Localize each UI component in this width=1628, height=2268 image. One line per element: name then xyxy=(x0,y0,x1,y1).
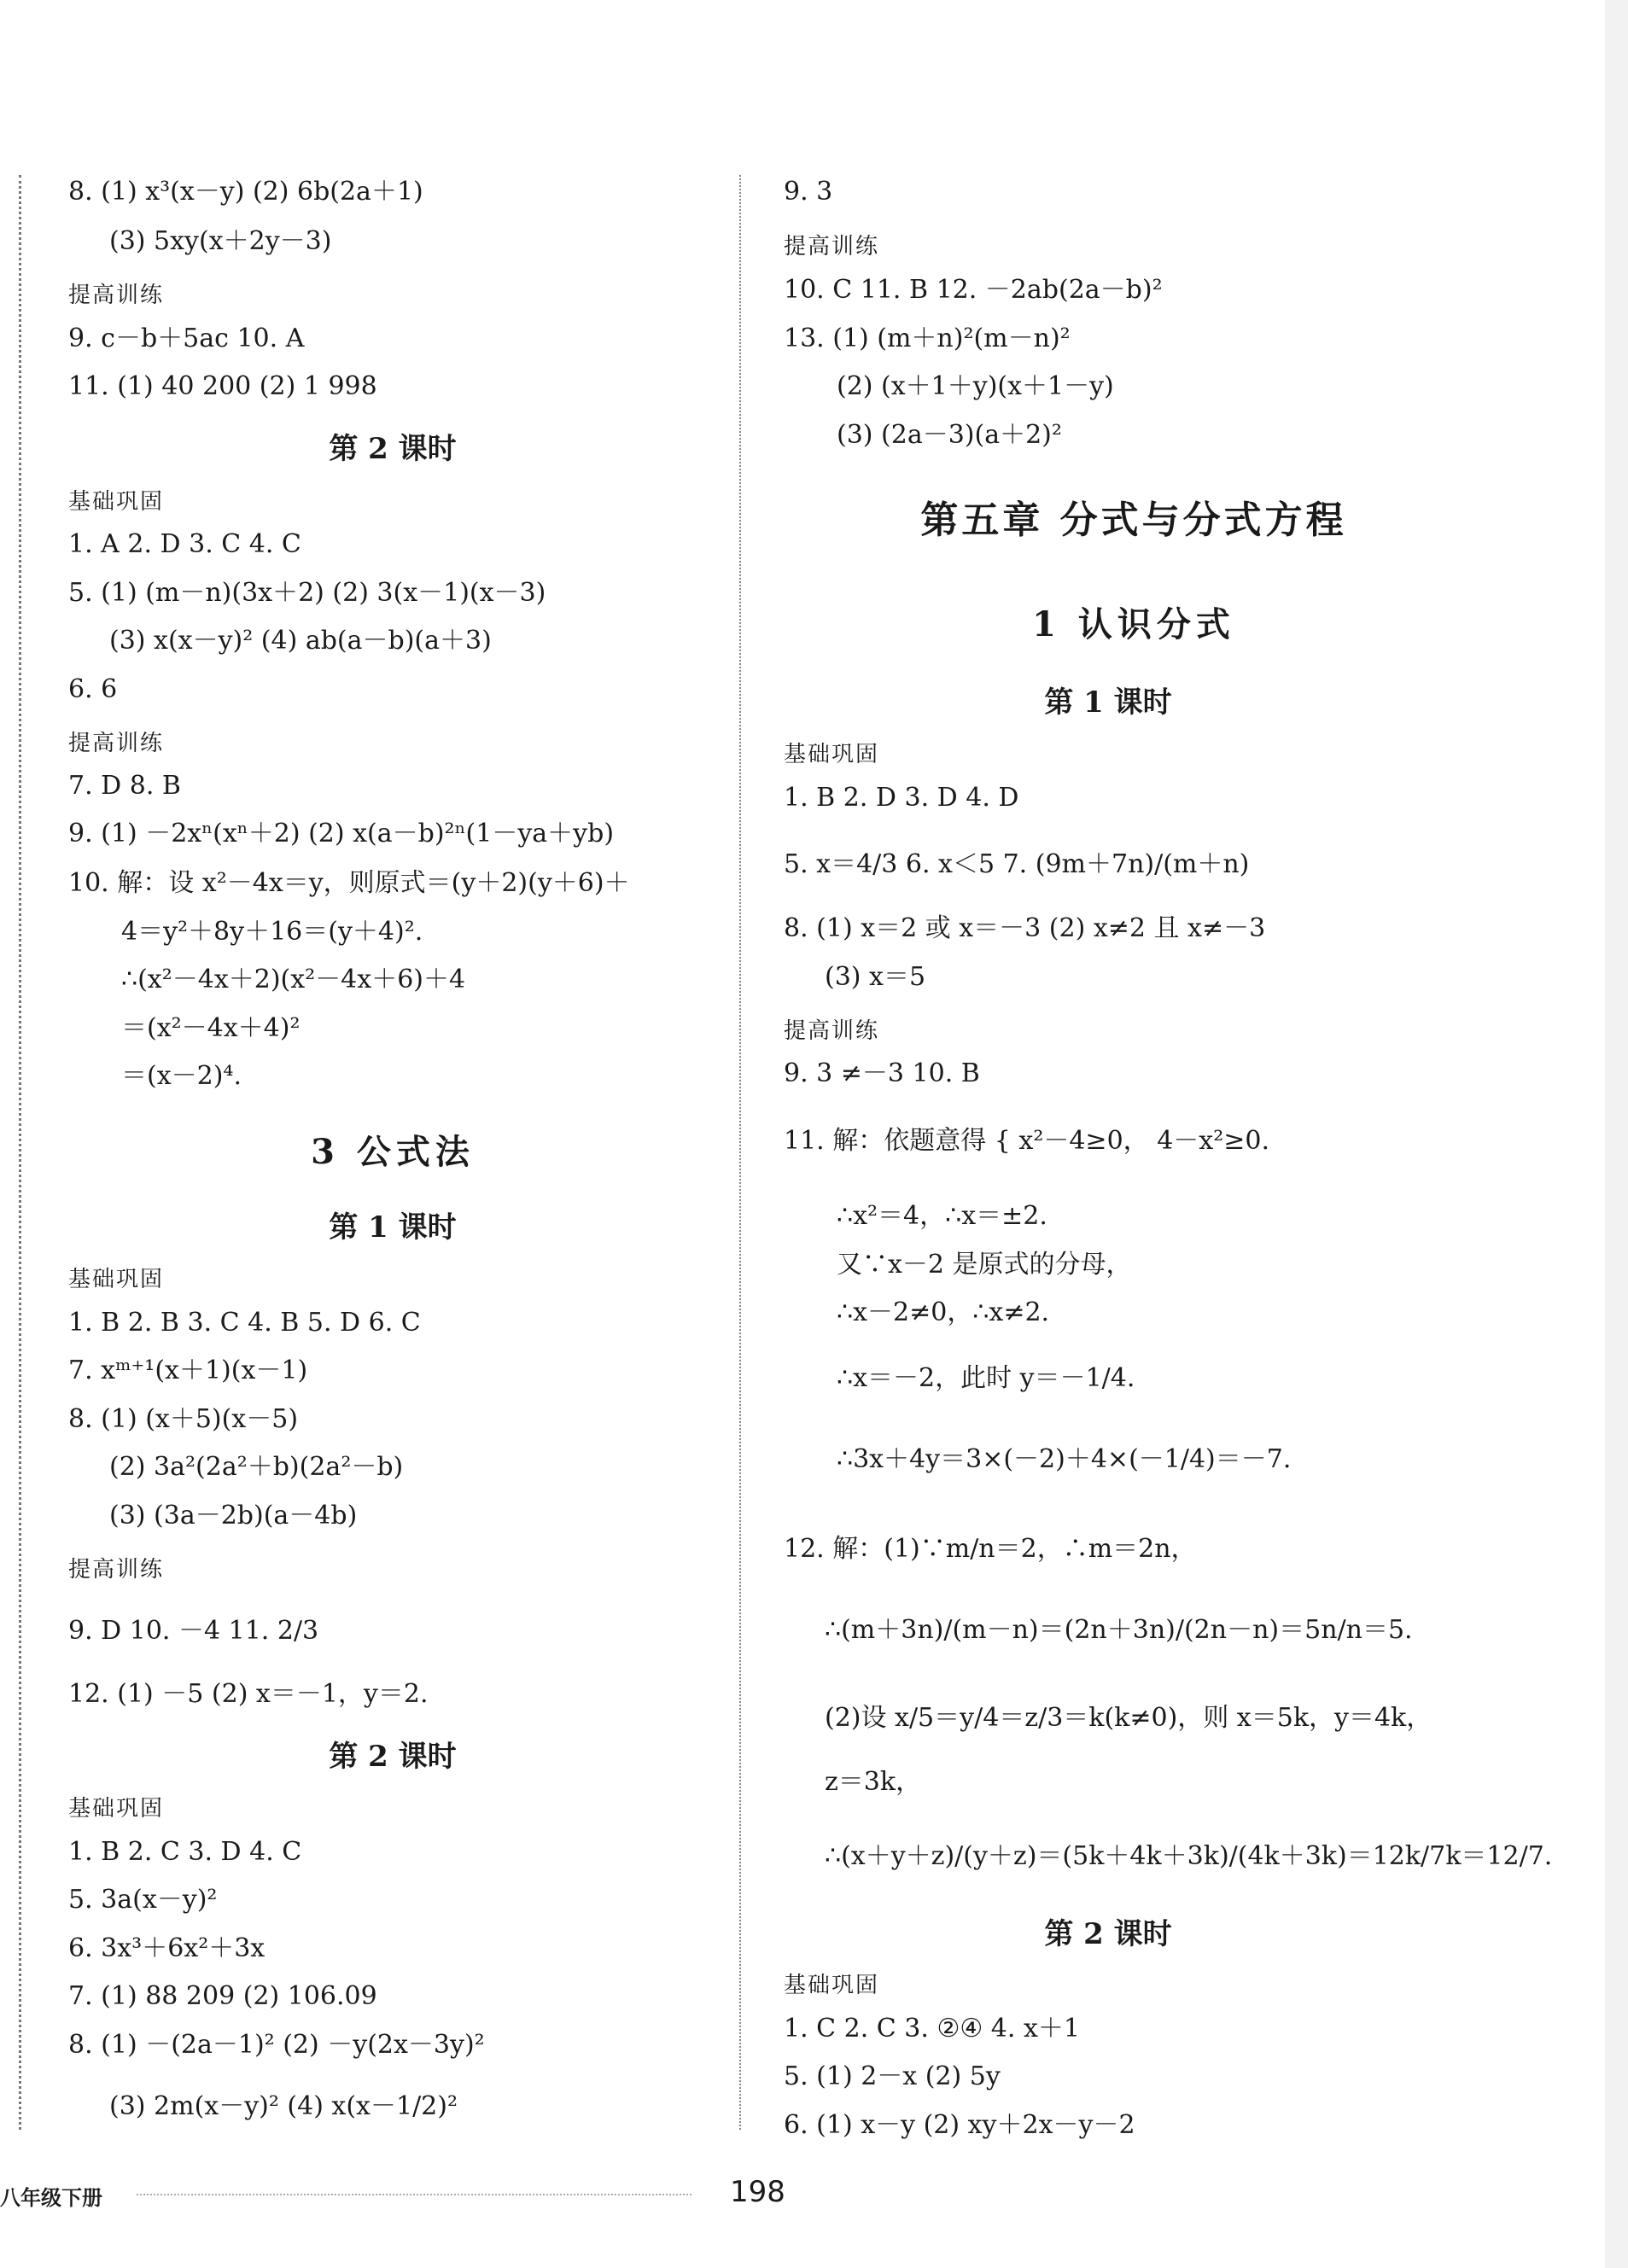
answer-line: 4＝y²＋8y＋16＝(y＋4)². xyxy=(121,917,423,947)
answer-line: 7. xᵐ⁺¹(x＋1)(x－1) xyxy=(68,1356,308,1385)
answer-line: 5. (1) 2－x (2) 5y xyxy=(784,2061,1001,2091)
answer-line: 9. c－b＋5ac 10. A xyxy=(68,324,305,353)
answer-line: 1. C 2. C 3. ②④ 4. x＋1 xyxy=(784,2014,1080,2044)
section-heading: 基础巩固 xyxy=(68,1796,165,1822)
answer-line: 12. (1) －5 (2) x＝－1，y＝2. xyxy=(68,1679,429,1709)
lesson-title: 第 2 课时 xyxy=(1044,1917,1172,1951)
answer-line: 7. (1) 88 209 (2) 106.09 xyxy=(68,1981,377,2011)
answer-line: z＝3k， xyxy=(825,1767,922,1797)
answer-line: 11. 解：依题意得 { x²－4≥0， 4－x²≥0. xyxy=(784,1126,1269,1156)
lesson-title: 第 2 课时 xyxy=(329,1740,457,1774)
section-heading: 基础巩固 xyxy=(68,489,165,515)
answer-line: 12. 解：(1)∵m/n＝2，∴m＝2n， xyxy=(784,1534,1197,1564)
answer-line: 6. 3x³＋6x²＋3x xyxy=(68,1933,265,1963)
answer-line: 11. (1) 40 200 (2) 1 998 xyxy=(68,371,377,401)
answer-line: (3) (3a－2b)(a－4b) xyxy=(109,1501,358,1530)
answer-line: ∴(x²－4x＋2)(x²－4x＋6)＋4 xyxy=(121,965,466,994)
section-heading: 提高训练 xyxy=(68,1557,165,1583)
section-heading: 提高训练 xyxy=(784,234,880,259)
answer-line: 8. (1) x³(x－y) (2) 6b(2a＋1) xyxy=(68,177,423,207)
answer-line: 9. (1) －2xⁿ(xⁿ＋2) (2) x(a－b)²ⁿ(1－ya＋yb) xyxy=(68,819,615,848)
unit-title: 3 公式法 xyxy=(311,1132,475,1172)
answer-line: 9. 3 xyxy=(784,177,833,207)
answer-line: (3) x(x－y)² (4) ab(a－b)(a＋3) xyxy=(109,626,492,656)
section-heading: 基础巩固 xyxy=(784,742,880,767)
answer-line: 又∵x－2 是原式的分母， xyxy=(837,1250,1132,1280)
answer-line: 10. 解：设 x²－4x＝y，则原式＝(y＋2)(y＋6)＋ xyxy=(68,868,630,898)
answer-line: 8. (1) x＝2 或 x＝－3 (2) x≠2 且 x≠－3 xyxy=(784,913,1266,943)
answer-line: ∴x²＝4，∴x＝±2. xyxy=(837,1201,1047,1231)
binding-cut-line xyxy=(19,175,21,2130)
page-number: 198 xyxy=(730,2175,785,2209)
column-divider xyxy=(739,175,741,2130)
answer-line: 6. 6 xyxy=(68,674,118,704)
answer-line: ＝(x－2)⁴. xyxy=(121,1061,242,1091)
unit-title: 1 认识分式 xyxy=(1032,604,1235,644)
answer-line: (3) 2m(x－y)² (4) x(x－1/2)² xyxy=(109,2091,458,2121)
lesson-title: 第 1 课时 xyxy=(329,1210,457,1245)
answer-line: 1. B 2. D 3. D 4. D xyxy=(784,783,1019,813)
answer-line: (2) 3a²(2a²＋b)(2a²－b) xyxy=(109,1452,404,1482)
section-heading: 提高训练 xyxy=(68,731,165,756)
answer-line: ＝(x²－4x＋4)² xyxy=(121,1013,301,1043)
section-heading: 基础巩固 xyxy=(784,1973,880,1998)
grade-label: 八年级下册 xyxy=(0,2186,102,2210)
answer-line: 9. D 10. －4 11. 2/3 xyxy=(68,1616,319,1646)
answer-line: ∴(m＋3n)/(m－n)＝(2n＋3n)/(2n－n)＝5n/n＝5. xyxy=(825,1615,1413,1645)
footer-dotted-rule xyxy=(137,2194,691,2195)
scan-edge xyxy=(1605,0,1628,2268)
answer-line: 1. A 2. D 3. C 4. C xyxy=(68,529,301,559)
section-heading: 提高训练 xyxy=(68,283,165,308)
answer-line: 5. 3a(x－y)² xyxy=(68,1885,218,1915)
chapter-title: 第五章 分式与分式方程 xyxy=(920,498,1347,542)
section-heading: 基础巩固 xyxy=(68,1267,165,1292)
answer-line: 10. C 11. B 12. －2ab(2a－b)² xyxy=(784,275,1163,305)
answer-line: 1. B 2. C 3. D 4. C xyxy=(68,1837,302,1867)
answer-line: 9. 3 ≠－3 10. B xyxy=(784,1058,980,1088)
answer-line: 1. B 2. B 3. C 4. B 5. D 6. C xyxy=(68,1308,421,1338)
answer-line: (2)设 x/5＝y/4＝z/3＝k(k≠0)，则 x＝5k，y＝4k， xyxy=(825,1703,1433,1733)
answer-line: ∴(x＋y＋z)/(y＋z)＝(5k＋4k＋3k)/(4k＋3k)＝12k/7k＝12/7. xyxy=(825,1841,1553,1871)
answer-line: 5. x＝4/3 6. x＜5 7. (9m＋7n)/(m＋n) xyxy=(784,849,1250,879)
answer-line: 13. (1) (m＋n)²(m－n)² xyxy=(784,324,1071,353)
section-heading: 提高训练 xyxy=(784,1018,880,1044)
answer-line: 8. (1) (x＋5)(x－5) xyxy=(68,1404,299,1434)
answer-line: ∴3x＋4y＝3×(－2)＋4×(－1/4)＝－7. xyxy=(837,1444,1292,1474)
answer-line: ∴x＝－2，此时 y＝－1/4. xyxy=(837,1363,1135,1393)
answer-line: (3) (2a－3)(a＋2)² xyxy=(837,420,1062,450)
answer-line: (3) x＝5 xyxy=(825,962,926,992)
lesson-title: 第 2 课时 xyxy=(329,432,457,466)
answer-line: 6. (1) x－y (2) xy＋2x－y－2 xyxy=(784,2110,1135,2140)
answer-line: 8. (1) －(2a－1)² (2) －y(2x－3y)² xyxy=(68,2030,485,2060)
answer-line: (3) 5xy(x＋2y－3) xyxy=(109,226,332,256)
answer-line: (2) (x＋1＋y)(x＋1－y) xyxy=(837,371,1114,401)
answer-line: 5. (1) (m－n)(3x＋2) (2) 3(x－1)(x－3) xyxy=(68,578,546,608)
lesson-title: 第 1 课时 xyxy=(1044,685,1172,720)
answer-line: 7. D 8. B xyxy=(68,771,181,801)
answer-line: ∴x－2≠0，∴x≠2. xyxy=(837,1297,1050,1327)
